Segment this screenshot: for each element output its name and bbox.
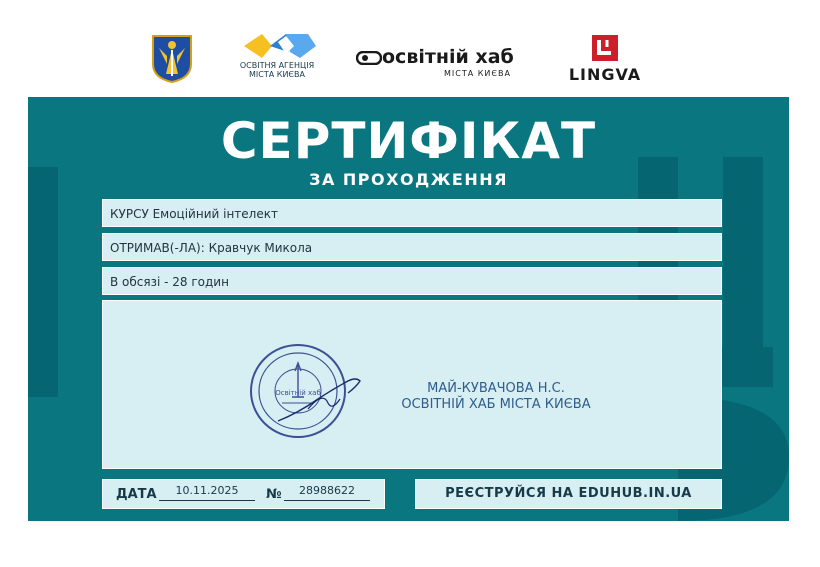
date-label: ДАТА [116,487,157,502]
register-banner: РЕЄСТРУЙСЯ НА EDUHUB.IN.UA [415,479,722,509]
signer-block [371,381,621,413]
lingva-name: LINGVA [568,65,642,84]
hours-field: В обсязі - 28 годин [102,267,722,295]
agency-emblem-icon [234,32,320,60]
lingva-mark-icon [592,35,618,61]
number-label: № [266,487,282,502]
hub-pill-icon [356,51,382,65]
recipient-field: ОТРИМАВ(-ЛА): Кравчук Микола [102,233,722,261]
hub-name: освітній хаб [382,46,514,68]
lingva-logo [563,35,647,85]
certificate-subtitle: ЗА ПРОХОДЖЕННЯ [309,170,508,189]
date-value: 10.11.2025 [159,484,255,501]
agency-name-line2: МІСТА КИЄВА [249,70,305,79]
number-value: 28988622 [284,484,370,501]
kyiv-coat-of-arms-logo [151,34,193,84]
date-number-box [102,479,385,509]
signature-box [102,300,722,469]
hub-subtitle: МІСТА КИЄВА [444,69,511,78]
education-hub-logo [356,44,531,80]
agency-name-line1: ОСВІТНЯ АГЕНЦІЯ [239,61,315,70]
education-agency-logo [234,32,320,84]
official-stamp [248,341,363,441]
signer-organization: ОСВІТНІЙ ХАБ МІСТА КИЄВА [401,397,591,412]
stamp-text: Освітній хаб [275,389,321,397]
certificate-title: СЕРТИФІКАТ [220,112,597,170]
signer-name: МАЙ-КУВАЧОВА Н.С. [427,381,565,396]
course-field: КУРСУ Емоційний інтелект [102,199,722,227]
certificate-panel [28,97,789,521]
logos-row [0,0,820,97]
